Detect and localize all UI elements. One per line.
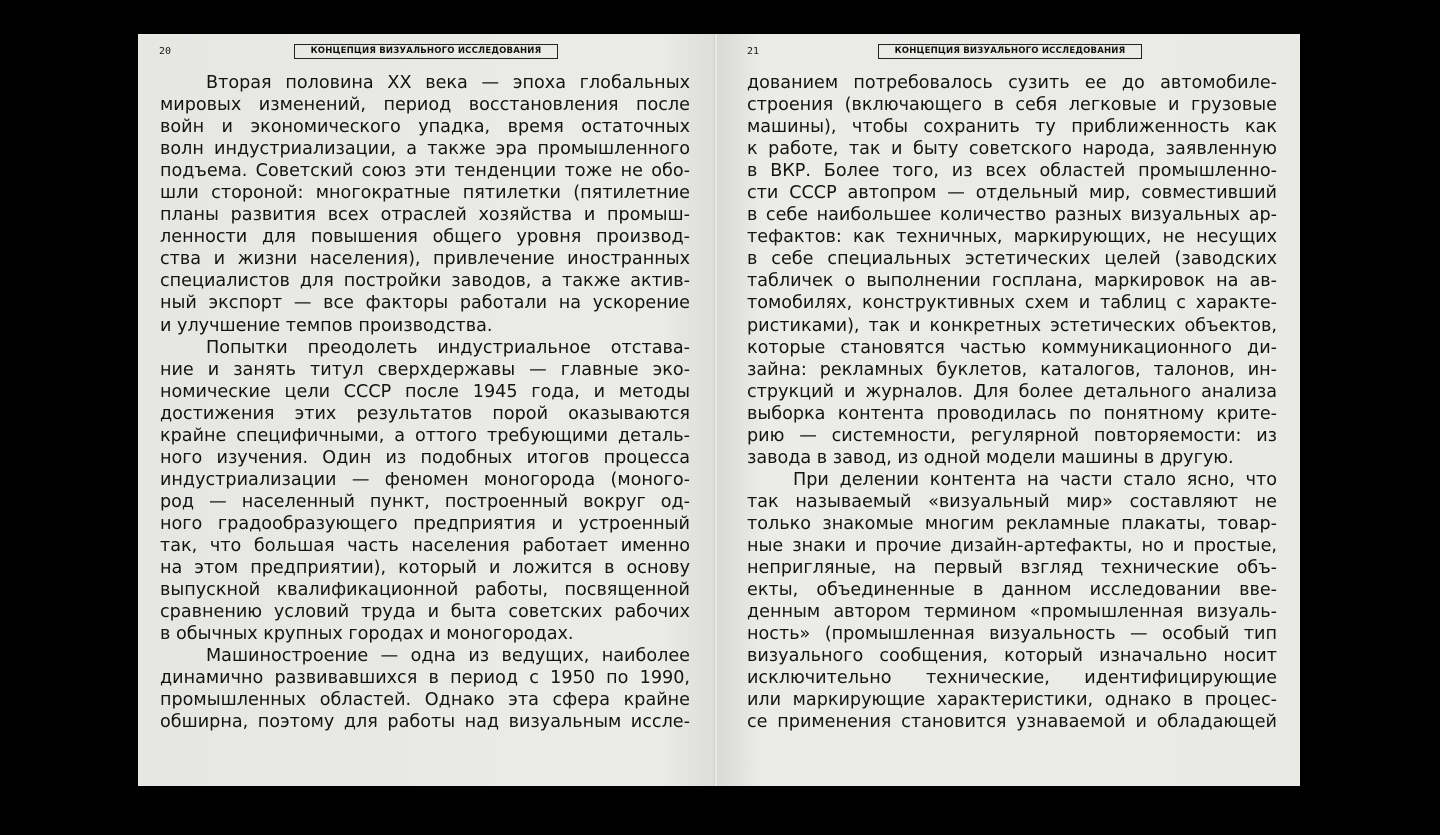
text-line: обширна, поэтому для работы над визуальным иссле- — [160, 712, 690, 733]
text-line: индустриализации — феномен моногорода (моного- — [160, 469, 690, 490]
text-line: ного изучения. Один из подобных итогов процесса — [160, 447, 690, 468]
left-page — [138, 34, 716, 786]
text-line: так называемый «визуальный мир» составляют не — [747, 491, 1277, 512]
text-line: ристиками), так и конкретных эстетических объектов, — [747, 315, 1277, 336]
text-line: в обычных крупных городах и моногородах. — [160, 624, 574, 645]
text-line: дованием потребовалось сузить ее до автомобиле- — [747, 73, 1277, 93]
text-line: ного градообразующего предприятия и устроенный — [160, 513, 690, 534]
text-line: екты, объединенные в данном исследовании вве- — [747, 580, 1277, 601]
running-head: КОНЦЕПЦИЯ ВИЗУАЛЬНОГО ИССЛЕДОВАНИЯ — [294, 44, 558, 59]
text-line: исключительно технические, идентифицирующие — [747, 668, 1277, 689]
text-line: промышленных областей. Однако эта сфера крайне — [160, 690, 690, 711]
text-line: рию — системности, регулярной повторяемости: из — [747, 425, 1277, 446]
text-line: так, что большая часть населения работает именно — [160, 535, 690, 556]
text-line: ние и занять титул сверхдержавы — главные эко- — [160, 359, 690, 380]
text-line: ные знаки и прочие дизайн-артефакты, но и простые, — [747, 535, 1277, 556]
text-line: строения (включающего в себя легковые и грузовые — [747, 95, 1277, 116]
text-line: табличек о выполнении госплана, маркировок на ав- — [747, 271, 1277, 292]
text-line: в себе наибольшее количество разных визуальных ар- — [747, 205, 1277, 226]
text-line: достижения этих результатов порой оказываются — [160, 403, 690, 424]
text-line: машины), чтобы сохранить ту приближенность как — [747, 117, 1277, 138]
text-line: непригляные, на первый взгляд технические объ- — [747, 558, 1277, 579]
text-line: мировых изменений, период восстановления после — [160, 95, 690, 116]
text-line: волн индустриализации, а также эра промышленного — [160, 139, 690, 160]
text-line: крайне специфичными, а оттого требующими деталь- — [160, 425, 690, 446]
text-line: ный экспорт — все факторы работали на ускорение — [160, 293, 690, 314]
text-line: денным автором термином «промышленная визуаль- — [747, 602, 1277, 623]
page-number: 21 — [747, 46, 760, 57]
text-line: Машиностроение — одна из ведущих, наиболее — [206, 646, 690, 667]
text-line: сравнению условий труда и быта советских рабочих — [160, 602, 690, 623]
text-line: ства и жизни населения), привлечение иностранных — [160, 249, 690, 270]
text-line: ность» (промышленная визуальность — особый тип — [747, 624, 1277, 645]
text-line: планы развития всех отраслей хозяйства и промыш- — [160, 205, 690, 226]
text-line: сти СССР автопром — отдельный мир, совместивший — [747, 183, 1277, 204]
text-line: Попытки преодолеть индустриальное отстава- — [206, 337, 690, 358]
text-line: визуального сообщения, который изначально носит — [747, 646, 1277, 667]
text-line: шли стороной: многократные пятилетки (пятилетние — [160, 183, 690, 204]
text-line: род — населенный пункт, построенный вокруг од- — [160, 491, 690, 512]
text-line: войн и экономического упадка, время остаточных — [160, 117, 690, 138]
text-line: Вторая половина XX века — эпоха глобальных — [206, 73, 690, 93]
page-number: 20 — [159, 46, 172, 57]
text-line: томобилях, конструктивных схем и таблиц с характе- — [747, 293, 1277, 314]
text-line: се применения становится узнаваемой и обладающей — [747, 712, 1277, 733]
text-line: динамично развивавшихся в период с 1950 по 1990, — [160, 668, 690, 689]
text-line: номические цели СССР после 1945 года, и методы — [160, 381, 690, 402]
text-line: только знакомые многим рекламные плакаты, товар- — [747, 513, 1277, 534]
text-line: в себе специальных эстетических целей (заводских — [747, 249, 1277, 270]
text-line: подъема. Советский союз эти тенденции тоже не обо- — [160, 161, 690, 182]
text-line: на этом предприятии), который и ложится в основу — [160, 558, 690, 579]
text-line: При делении контента на части стало ясно, что — [793, 469, 1277, 490]
text-line: в ВКР. Более того, из всех областей промышленно- — [747, 161, 1277, 182]
body-text — [747, 72, 1277, 733]
right-page — [716, 34, 1300, 786]
running-head: КОНЦЕПЦИЯ ВИЗУАЛЬНОГО ИССЛЕДОВАНИЯ — [878, 44, 1142, 59]
text-line: к работе, так и быту советского народа, заявленную — [747, 139, 1277, 160]
text-line: тефактов: как техничных, маркирующих, не несущих — [747, 227, 1277, 248]
text-line: специалистов для постройки заводов, а также актив- — [160, 271, 690, 292]
body-text — [160, 72, 690, 733]
text-line: завода в завод, из одной модели машины в другую. — [747, 447, 1234, 468]
text-line: которые становятся частью коммуникационного ди- — [747, 337, 1277, 358]
text-line: зайна: рекламных буклетов, каталогов, талонов, ин- — [747, 359, 1277, 380]
text-line: выпускной квалификационной работы, посвященной — [160, 580, 690, 601]
book-gutter — [714, 34, 718, 786]
text-line: выборка контента проводилась по понятному крите- — [747, 403, 1277, 424]
text-line: ленности для повышения общего уровня производ- — [160, 227, 690, 248]
text-line: струкций и журналов. Для более детального анализа — [747, 381, 1277, 402]
text-line: или маркирующие характеристики, однако в процес- — [747, 690, 1277, 711]
text-line: и улучшение темпов производства. — [160, 315, 493, 336]
